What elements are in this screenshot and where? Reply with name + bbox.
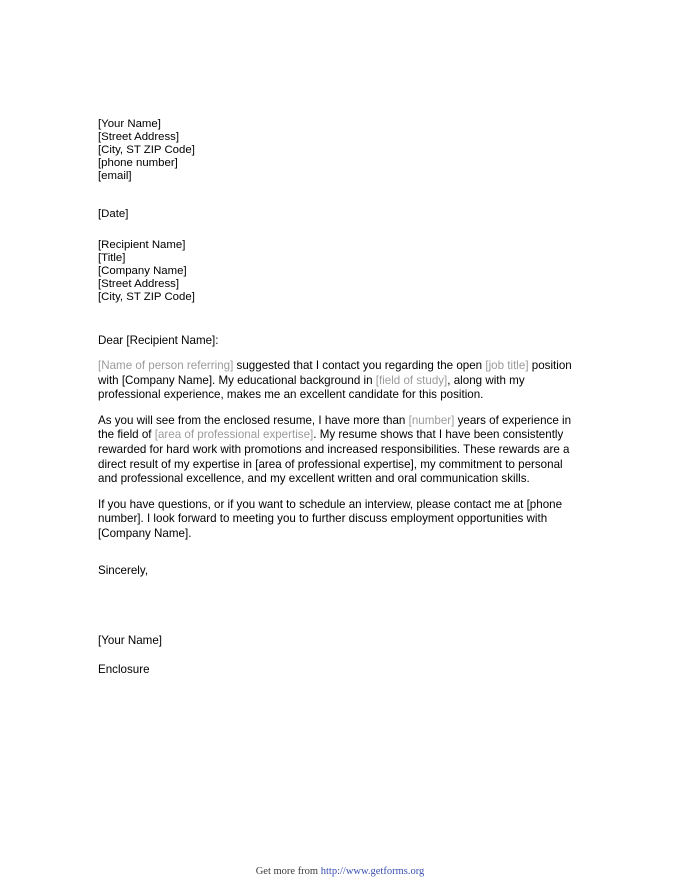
- spacer-before-salutation: [98, 304, 572, 334]
- paragraph-1-text-c: , along with my professional experience, makes me an excellent candidate for this position.: [98, 373, 525, 402]
- recipient-title: [Title]: [98, 251, 126, 264]
- sender-email: [email]: [98, 170, 132, 183]
- footer-source-url[interactable]: http://www.getforms.org: [320, 866, 425, 877]
- spacer-before-paragraph-3: [98, 487, 572, 498]
- page-footer: [0, 866, 680, 878]
- sender-phone: [phone number]: [98, 157, 178, 170]
- spacer-before-closing: [98, 542, 572, 564]
- paragraph-2-text-a: As you will see from the enclosed resume, I have more than: [98, 413, 409, 427]
- spacer-before-paragraph-1: [98, 348, 572, 359]
- date-line: [Date]: [98, 208, 129, 221]
- placeholder-referrer-name: [Name of person referring]: [98, 359, 234, 373]
- paragraph-2-text-c: . My resume shows that I have been consistently rewarded for hard work with promotions and increased responsibilities. These rewards are a direct result of my expertise in [area of professional expertise], my commitment to personal and professional excellence, and my excellent written and oral communication skills.: [98, 428, 570, 486]
- placeholder-job-title: [job title]: [485, 359, 529, 373]
- paragraph-1: [98, 359, 572, 403]
- placeholder-field-of-study: [field of study]: [375, 373, 448, 387]
- recipient-name: [Recipient Name]: [98, 238, 186, 251]
- sender-address-block: [98, 118, 572, 183]
- sender-name: [Your Name]: [98, 118, 161, 130]
- sender-street-address: [Street Address]: [98, 131, 180, 144]
- closing-line: Sincerely,: [98, 563, 149, 577]
- paragraph-2-text-b: years of experience in the field of: [98, 413, 572, 442]
- paragraph-3: If you have questions, or if you want to schedule an interview, please contact me at [phone number]. I look forward to meeting you to further discuss employment opportunities with [Company Name].: [98, 497, 563, 540]
- signature-space: [98, 578, 572, 634]
- paragraph-1-text-a: suggested that I contact you regarding the open: [233, 359, 486, 373]
- signature-name: [Your Name]: [98, 633, 163, 647]
- spacer-before-enclosure: [98, 648, 572, 663]
- letter-body: [98, 118, 572, 677]
- enclosure-line: Enclosure: [98, 662, 150, 676]
- paragraph-2: [98, 414, 572, 487]
- spacer-before-recipient: [98, 222, 572, 239]
- recipient-city-state-zip: [City, ST ZIP Code]: [98, 290, 195, 303]
- footer-prefix-text: Get more from: [255, 866, 321, 877]
- placeholder-area-of-expertise: [area of professional expertise]: [154, 428, 314, 442]
- recipient-company-name: [Company Name]: [98, 264, 187, 277]
- recipient-address-block: [98, 239, 572, 304]
- recipient-street-address: [Street Address]: [98, 277, 180, 290]
- paragraph-1-text-b: position with [Company Name]. My educational background in: [98, 359, 572, 387]
- sender-city-state-zip: [City, ST ZIP Code]: [98, 144, 195, 157]
- salutation-line: Dear [Recipient Name]:: [98, 334, 219, 348]
- placeholder-number-of-years: [number]: [408, 413, 455, 427]
- spacer-before-paragraph-2: [98, 403, 572, 414]
- spacer-before-date: [98, 183, 572, 208]
